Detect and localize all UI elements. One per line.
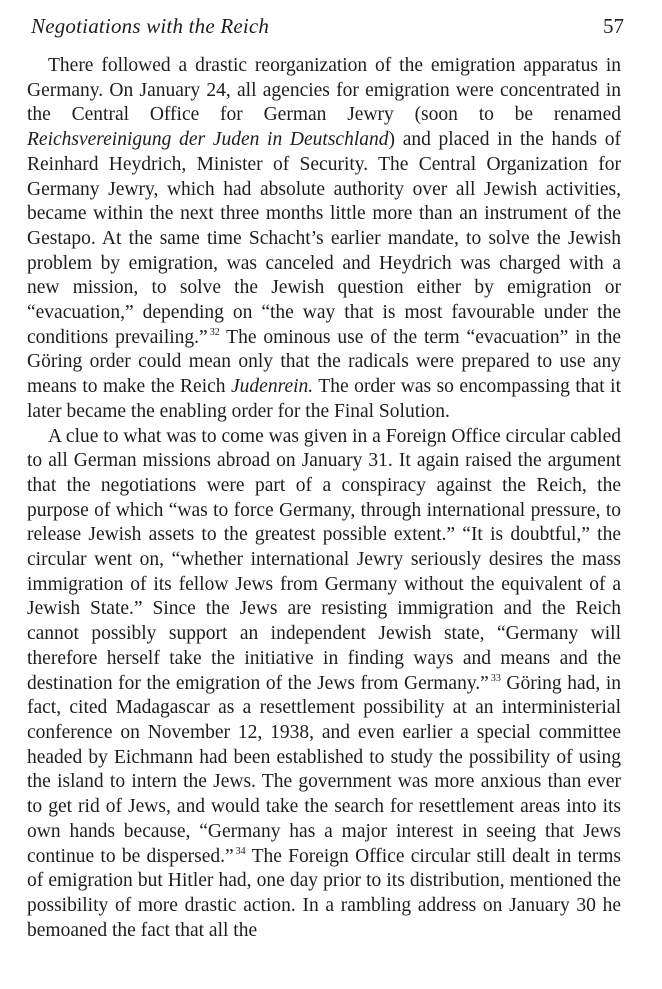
text-run: The order was so encompassing that it later became the enabling order for the Final Solution. xyxy=(27,376,621,422)
text-run: ) and placed in the hands of Reinhard Heydrich, Minister of Security. The Central Organization for Germany Jewry, which had absolute authority over all Jewish activities, became within the next three months little more than an instrument of the Gestapo. At the same time Schacht’s earlier mandate, to solve the Jewish problem by emigration, was canceled and Heydrich was charged with a new mission, to solve the Jewish question either by emigration or “evacuation,” depending on “the way that is most favourable under the conditions prevailing.” xyxy=(27,129,621,348)
text-run: The Foreign Office circular still dealt in terms of emigration but Hitler had, one day prior to its distribution, mentioned the possibility of more drastic action. In a rambling address on January 30 he bemoaned the fact that all the xyxy=(27,845,621,941)
italic-text: Judenrein. xyxy=(231,376,314,398)
paragraph xyxy=(27,54,621,425)
footnote-ref: 34 xyxy=(235,846,246,857)
running-head: Negotiations with the Reich xyxy=(31,14,270,38)
body-text xyxy=(27,54,621,943)
italic-text: Reichsvereinigung der Juden in Deutschland xyxy=(27,129,389,151)
footnote-ref: 32 xyxy=(209,327,220,339)
text-run: The ominous use of the term “evacuation” in the Göring order could mean only that the radicals were prepared to use any means to make the Reich xyxy=(27,326,621,398)
text-run: A clue to what was to come was given in a Foreign Office circular cabled to all German missions abroad on January 31. It again raised the argument that the negotiations were part of a conspiracy against the Reich, the purpose of which “was to force Germany, through international pressure, to release Jewish assets to the greatest possible extent.” “It is doubtful,” the circular went on, “whether international Jewry seriously desires the mass immigration of its fellow Jews from Germany without the equivalent of a Jewish State.” Since the Jews are resisting immigration and the Reich cannot possibly support an independent Jewish state, “Germany will therefore herself take the initiative in finding ways and means and the destination for the emigration of the Jews from Germany.” xyxy=(27,425,621,694)
paragraph xyxy=(27,425,621,944)
footnote-ref: 33 xyxy=(490,673,501,685)
text-run: There followed a drastic reorganization of the emigration apparatus in Germany. On January 24, all agencies for emigration were concentrated in the Central Office for German Jewry (soon to be renamed xyxy=(27,55,621,126)
page-number: 57 xyxy=(603,14,624,38)
page-header xyxy=(31,14,624,44)
text-run: Göring had, in fact, cited Madagascar as a resettlement possibility at an interministerial conference on November 12, 1938, and even earlier a special committee headed by Eichmann had been established to study the possibility of using the island to intern the Jews. The government was more anxious than ever to get rid of Jews, and would take the search for resettlement areas into its own hands because, “Germany has a major interest in seeing that Jews continue to be dispersed.” xyxy=(27,672,621,867)
